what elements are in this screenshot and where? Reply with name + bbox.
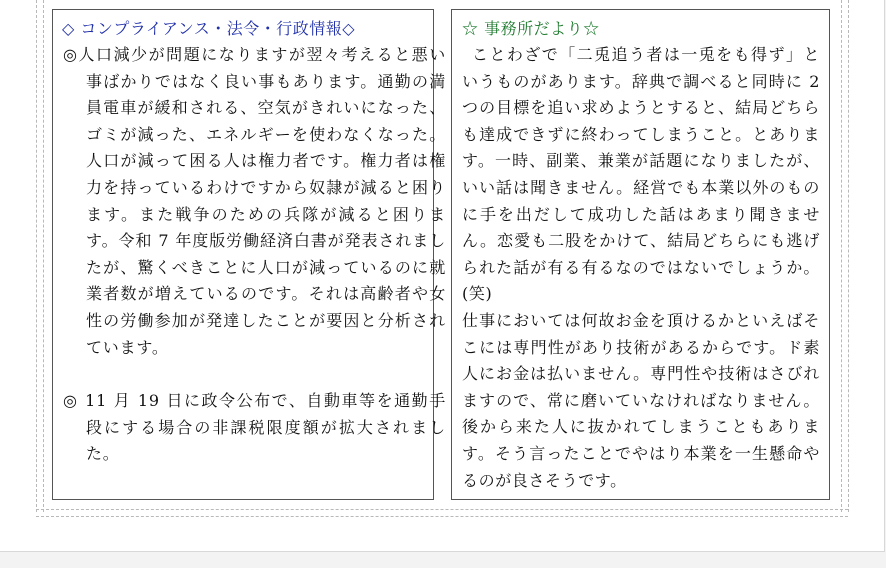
compliance-item-commute-tax: ◎ 11 月 19 日に政令公布で、自動車等を通勤手段にする場合の非課税限度額が拡大されました。 [63,391,446,464]
office-news-paragraph-proverb: ことわざで「二兎追う者は一兎をも得ず」というものがあります。辞典で調べると同時に 2 つの目標を追い求めようとすると、結局どちらも達成できずに終わってしまうこと。とあります。一時、副業、兼業が話題になりましたが、いい話は聞きません。経営でも本業以外のものに手を出だして成功した話はあまり聞きません。恋愛も二股をかけて、結局どちらにも逃げられた話が有る有るなのではないでしょうか。(笑) [462,45,820,304]
compliance-heading: ◇ コンプライアンス・法令・行政情報◇ [62,19,356,38]
dashed-frame-left [36,0,44,512]
office-news-heading: ☆ 事務所だより☆ [462,19,600,38]
dashed-frame-bottom [36,509,848,517]
compliance-info-box [52,9,446,500]
office-news-paragraph-expertise: 仕事においては何故お金を頂けるかといえばそこには専門性があり技術があるからです。ド素人にお金は払いません。専門性や技術はさびれますので、常に磨いていなければなりません。後から来た人に抜かれてしまうこともあります。そう言ったことでやはり本業を一生懸命やるのが良さそうです。 [462,311,820,490]
office-news-box [451,9,830,500]
compliance-item-population: ◎人口減少が問題になりますが翌々考えると悪い事ばかりではなく良い事もあります。通勤の満員電車が緩和される、空気がきれいになった、ゴミが減った、エネルギーを使わなくなった。人口が減って困る人は権力者です。権力者は権力を持っているわけですから奴隷が減ると困ります。また戦争のための兵隊が減ると困ります。令和 7 年度版労働経済白書が発表されましたが、驚くべきことに人口が減っているのに就業者数が増えているのです。それは高齢者や女性の労働参加が発達したことが要因と分析されています。 [63,45,446,357]
dashed-frame-right [841,0,849,512]
